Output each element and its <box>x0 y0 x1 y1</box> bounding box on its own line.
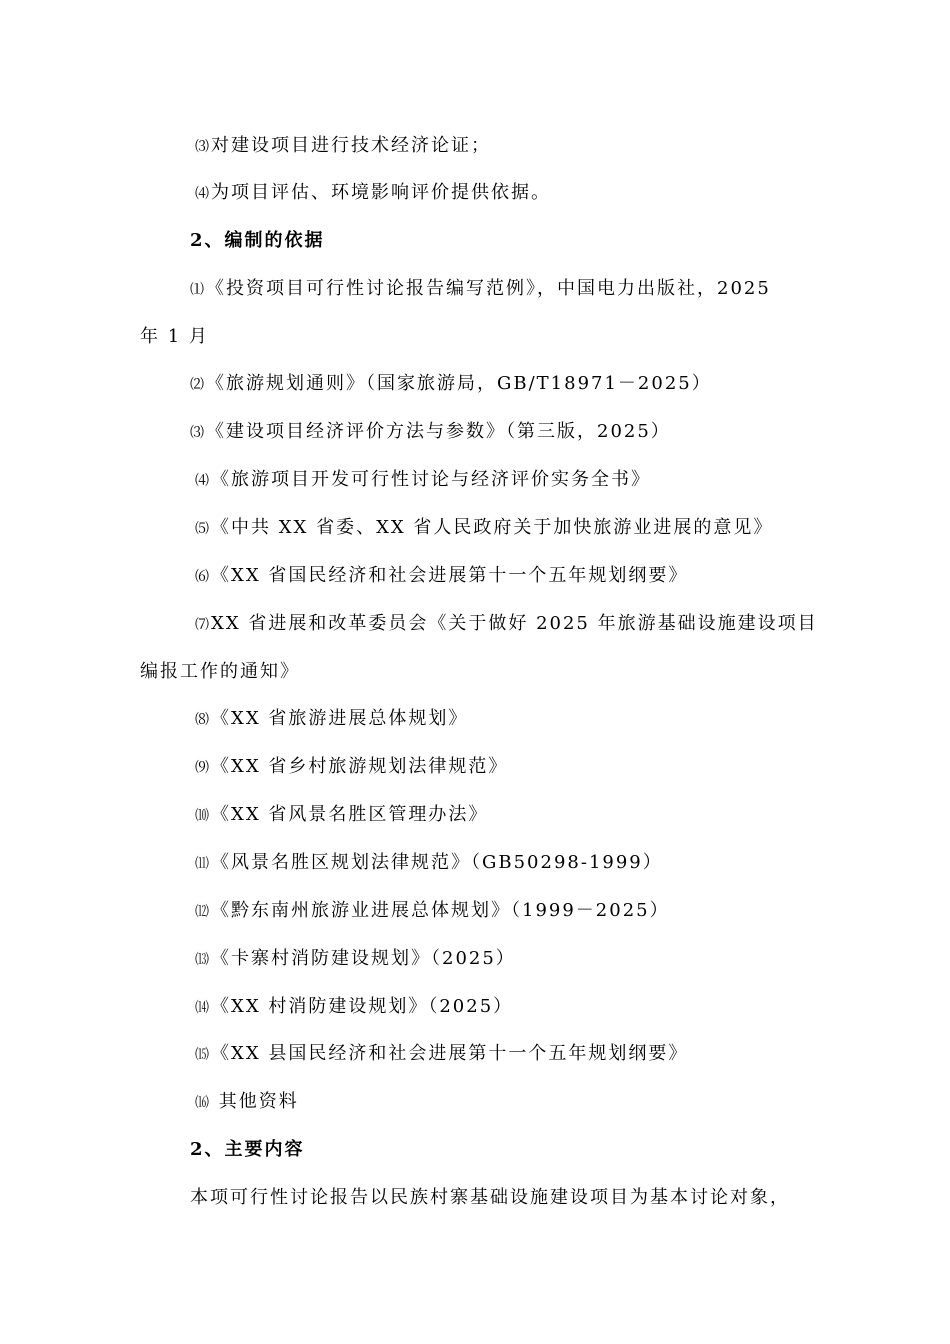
item-text: 《建设项目经济评价方法与参数》（第三版，2025） <box>206 421 671 442</box>
item-text: 《投资项目可行性讨论报告编写范例》，中国电力出版社，2025 <box>206 278 771 299</box>
item-text: 《XX 省国民经济和社会进展第十一个五年规划纲要》 <box>211 565 689 586</box>
section-heading-content: 2、主要内容 <box>190 1139 305 1160</box>
basis-item-13 <box>195 947 516 972</box>
item-text: 《风景名胜区规划法律规范》（GB50298-1999） <box>211 852 663 873</box>
basis-item-16 <box>195 1090 299 1115</box>
basis-item-1-continuation: 年 1 月 <box>140 326 209 347</box>
basis-item-5 <box>195 516 773 541</box>
item-number: ⑾ <box>195 856 209 872</box>
basis-item-4 <box>195 468 651 493</box>
item-text: 《XX 县国民经济和社会进展第十一个五年规划纲要》 <box>211 1043 689 1064</box>
item-text: 为项目评估、环境影响评价提供依据。 <box>211 182 551 203</box>
item-number: ⑽ <box>195 808 209 824</box>
item-text: 《XX 省旅游进展总体规划》 <box>211 708 469 729</box>
item-number: ⑹ <box>195 569 209 585</box>
basis-item-3 <box>190 420 671 445</box>
item-number: ⑿ <box>195 904 209 920</box>
item-text: 《XX 省乡村旅游规划法律规范》 <box>211 756 509 777</box>
item-number: ⒁ <box>195 1000 209 1016</box>
item-text: 其他资料 <box>211 1091 299 1112</box>
item-text: 《卡寨村消防建设规划》（2025） <box>211 948 516 969</box>
item-text: 《旅游项目开发可行性讨论与经济评价实务全书》 <box>211 469 651 490</box>
purpose-item-3 <box>195 134 491 159</box>
basis-item-10 <box>195 803 488 828</box>
item-number: ⑴ <box>190 282 204 298</box>
item-number: ⒀ <box>195 952 209 968</box>
item-number: ⑵ <box>190 377 204 393</box>
basis-item-9 <box>195 755 508 780</box>
item-number: ⑷ <box>195 473 209 489</box>
item-number: ⒂ <box>195 1047 209 1063</box>
item-number: ⑸ <box>195 521 209 537</box>
basis-item-14 <box>195 995 513 1020</box>
content-paragraph-line: 本项可行性讨论报告以民族村寨基础设施建设项目为基本讨论对象， <box>190 1187 790 1208</box>
purpose-item-4 <box>195 181 551 206</box>
basis-item-7-continuation: 编报工作的通知》 <box>140 661 300 682</box>
basis-item-15 <box>195 1042 688 1067</box>
basis-item-8 <box>195 707 468 732</box>
basis-item-7 <box>195 612 818 637</box>
section-heading-basis: 2、编制的依据 <box>190 230 325 251</box>
item-number: ⑶ <box>190 425 204 441</box>
item-number: ⒃ <box>195 1095 209 1111</box>
item-text: 《黔东南州旅游业进展总体规划》（1999－2025） <box>211 900 670 921</box>
basis-item-11 <box>195 851 663 876</box>
basis-item-1 <box>190 277 771 302</box>
item-number: ⑶ <box>195 139 209 155</box>
item-text: 《旅游规划通则》（国家旅游局，GB/T18971－2025） <box>206 373 712 394</box>
item-text: 《中共 XX 省委、XX 省人民政府关于加快旅游业进展的意见》 <box>211 517 774 538</box>
basis-item-12 <box>195 899 670 924</box>
item-number: ⑻ <box>195 712 209 728</box>
item-number: ⑺ <box>195 617 209 633</box>
item-text: 《XX 村消防建设规划》（2025） <box>211 996 514 1017</box>
basis-item-2 <box>190 372 712 397</box>
item-text: 《XX 省风景名胜区管理办法》 <box>211 804 489 825</box>
item-text: XX 省进展和改革委员会《关于做好 2025 年旅游基础设施建设项目 <box>211 613 818 634</box>
item-number: ⑼ <box>195 760 209 776</box>
basis-item-6 <box>195 564 688 589</box>
item-number: ⑷ <box>195 186 209 202</box>
item-text: 对建设项目进行技术经济论证； <box>211 135 491 156</box>
